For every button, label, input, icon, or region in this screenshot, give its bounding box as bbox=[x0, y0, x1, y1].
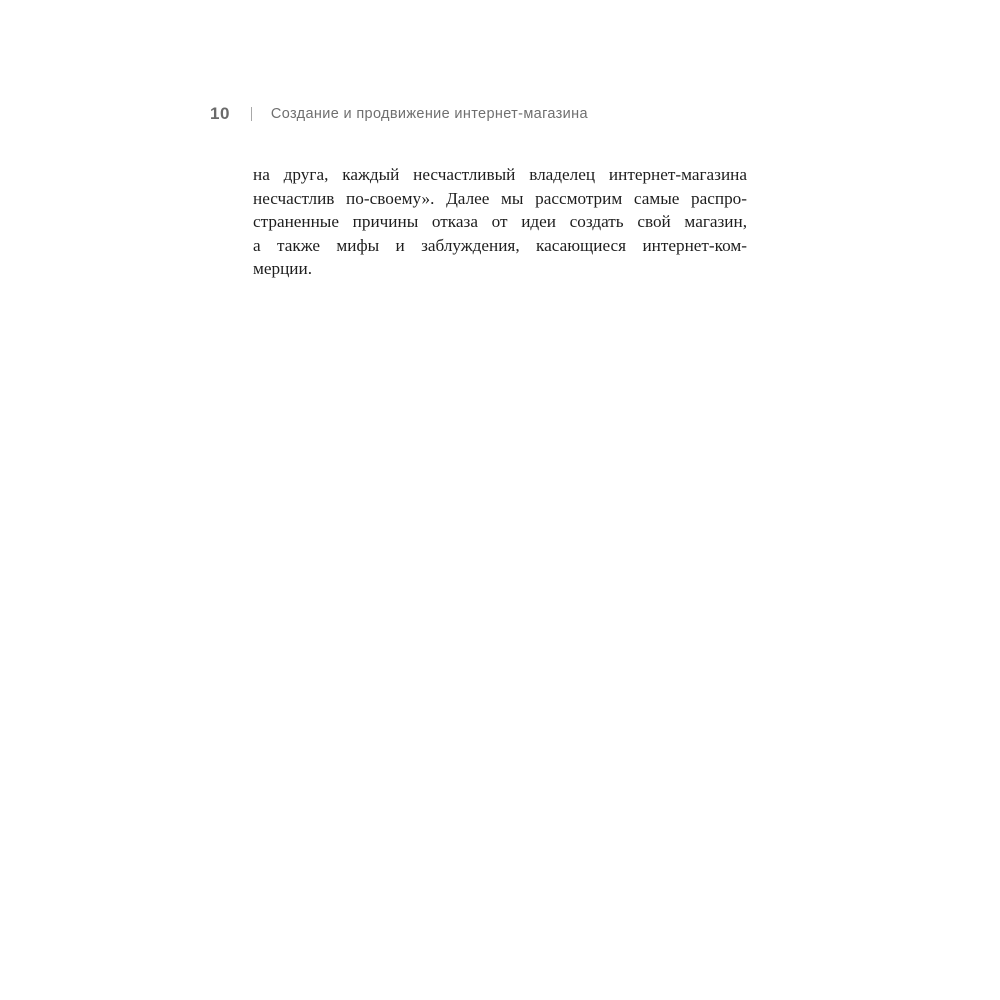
body-paragraph bbox=[253, 163, 747, 281]
running-header bbox=[210, 103, 588, 125]
text-line: на друга, каждый несчастливый владелец интернет-магазина bbox=[253, 165, 747, 184]
text-line: несчастлив по-своему». Далее мы рассмотрим самые распро- bbox=[253, 188, 747, 208]
header-divider bbox=[251, 107, 252, 121]
text-line: страненные причины отказа от идеи создать свой магазин, bbox=[253, 212, 747, 231]
text-line: а также мифы и заблуждения, касающиеся интернет-ком- bbox=[253, 235, 747, 255]
book-title: Создание и продвижение интернет-магазина bbox=[270, 106, 588, 122]
page-number: 10 bbox=[210, 104, 230, 123]
text-line: мерции. bbox=[253, 259, 312, 278]
